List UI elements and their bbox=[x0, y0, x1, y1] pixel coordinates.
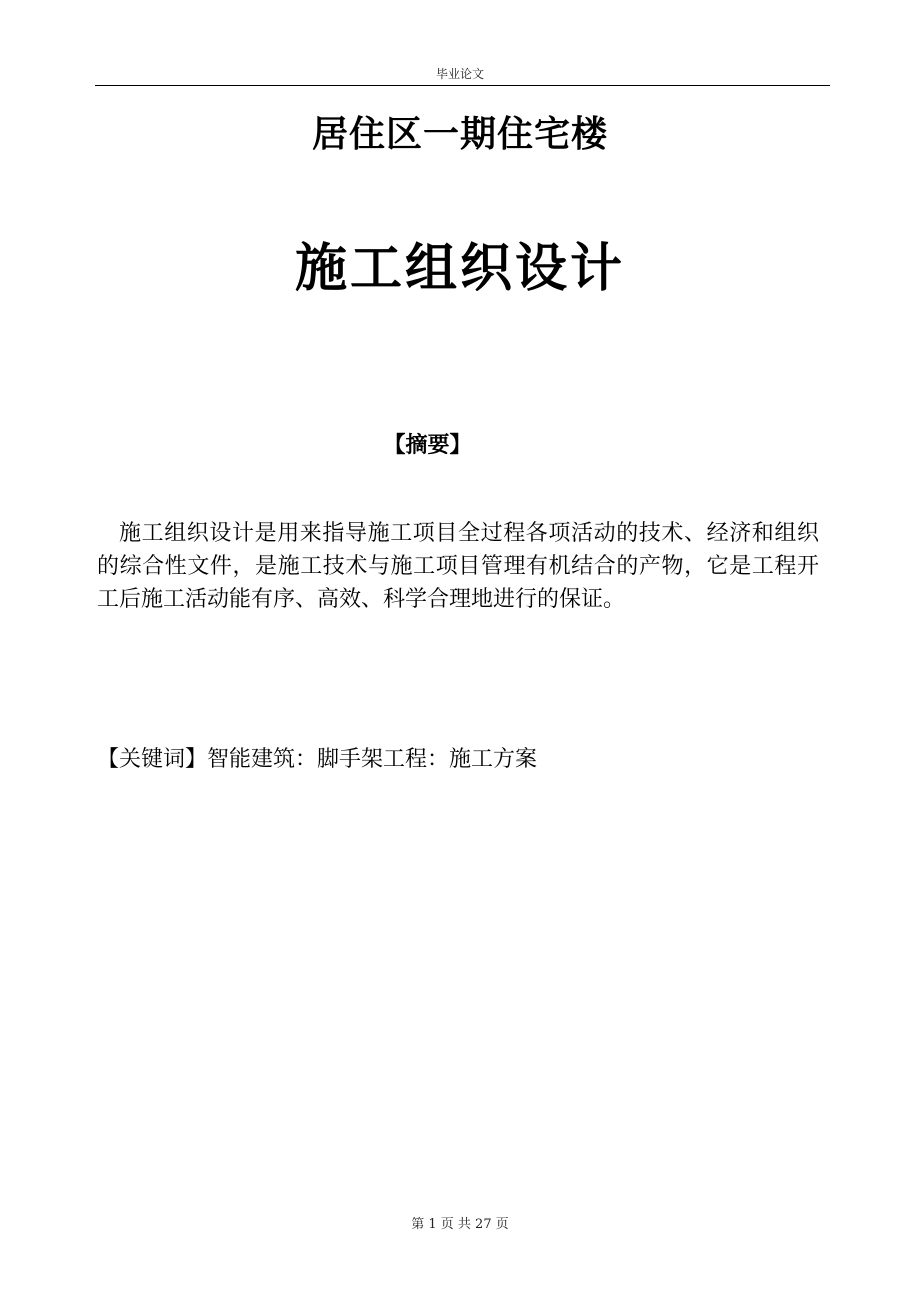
keywords-label: 【关键词】 bbox=[97, 747, 208, 772]
document-title-line2: 施工组织设计 bbox=[294, 239, 625, 299]
keywords-line bbox=[97, 744, 819, 776]
document-title-line1: 居住区一期住宅楼 bbox=[311, 114, 608, 155]
abstract-heading: 【摘要】 bbox=[383, 433, 472, 458]
keywords-text: 智能建筑：脚手架工程：施工方案 bbox=[207, 747, 538, 772]
page-number-footer: 第 1 页 共 27 页 bbox=[411, 1217, 509, 1232]
abstract-body: 施工组织设计是用来指导施工项目全过程各项活动的技术、经济和组织的综合性文件，是施工技术与施工项目管理有机结合的产物，它是工程开工后施工活动能有序、高效、科学合理地进行的保证。 bbox=[97, 521, 819, 612]
header-rule bbox=[95, 85, 830, 86]
running-header: 毕业论文 bbox=[435, 67, 484, 81]
